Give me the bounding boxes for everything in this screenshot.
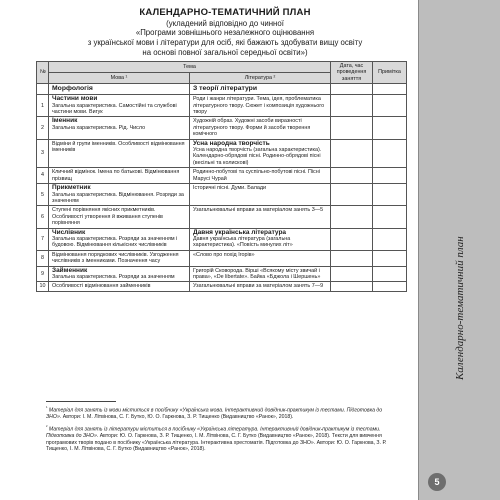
page-number: 5: [428, 473, 446, 491]
literature-cell: [190, 184, 331, 206]
table-row: [37, 184, 407, 206]
literature-topic-text: Родинно-побутові та суспільно-побутові пісні. Пісні Марусі Чурай: [193, 169, 320, 182]
table-row: [37, 139, 407, 168]
column-header-note: Примітка: [373, 62, 407, 84]
plan-header: [40, 8, 410, 58]
language-topic-title: Прикметник: [52, 184, 91, 192]
language-cell: [49, 168, 190, 184]
language-cell: [49, 95, 190, 117]
footnote-text: Автори: Ю. О. Гаркнова, З. Р. Тищенко, І. М. Літвінова, С. Г. Бутко (Видавництво «Ранок», 2018). Тексти для вивчення програмових творів подано в посібнику «Українська література. Інтерактивна хрестоматія. Підготовка до ЗНО». Автори: Ю. О. Гаркнова, З. Р. Тищенко, І. М. Літвінова, С. Г. Бутко (Видавництво «Ранок», 2018).: [46, 433, 387, 453]
footnote-lead: Матеріал для занять із літератури міститься в посібнику «Українська література. Інтерактивний довідник-практикум із тестами. Підготовка до ЗНО».: [46, 426, 381, 440]
literature-topic-text: Історичні пісні. Думи. Балади: [193, 185, 267, 192]
literature-topic-text: Роди і жанри літератури. Тема, ідея, проблематика літературного твору. Сюжет і композиція художнього твору: [193, 96, 325, 116]
literature-cell: [190, 95, 331, 117]
language-topic-text: Загальна характеристика. Розряди за значенням і будовою. Відмінювання кількісних числівників: [52, 235, 178, 249]
language-topic-title: Займенник: [52, 266, 88, 274]
language-cell: [49, 139, 190, 168]
language-topic-text: Ступені порівняння якісних прикметників. Особливості утворення й вживання ступенів порівняння: [52, 207, 163, 227]
language-topic-text: Відміни й групи іменників. Особливості відмінювання іменників: [52, 140, 185, 154]
footnote-2: [46, 424, 398, 453]
note-cell: [373, 282, 407, 291]
language-cell: [49, 282, 190, 291]
language-cell: [49, 266, 190, 282]
literature-cell: [190, 168, 331, 184]
language-topic-text: Кличний відмінок. Імена по батькові. Відмінювання прізвищ: [52, 169, 180, 182]
column-header-number: №: [37, 62, 49, 84]
subtitle-line-1: (укладений відповідно до чинної: [166, 18, 284, 28]
footnote-lead: Матеріал для занять із мови міститься в посібнику «Українська мова. Інтерактивний довідник-практикум із тестами. Підготовка до ЗНО».: [46, 407, 383, 421]
literature-section-title: Усна народна творчість: [193, 139, 270, 147]
date-cell: [331, 228, 373, 250]
literature-topic-text: «Слово про похід Ігорів»: [193, 251, 255, 258]
column-header-date: Дата, час проведення заняття: [331, 62, 373, 84]
row-number: 4: [37, 168, 49, 184]
table-row: [37, 250, 407, 266]
language-cell: [49, 184, 190, 206]
table-row: [37, 266, 407, 282]
date-cell: [331, 250, 373, 266]
language-topic-text: Загальна характеристика. Розряди за значенням: [52, 273, 175, 280]
row-number: 7: [37, 228, 49, 250]
language-cell: [49, 206, 190, 228]
footnotes: [46, 405, 398, 456]
literature-cell: [190, 282, 331, 291]
note-cell: [373, 117, 407, 139]
table-row: [37, 228, 407, 250]
language-topic-title: Частини мови: [52, 95, 98, 103]
column-header-literature: Література ²: [190, 73, 331, 84]
note-cell: [373, 228, 407, 250]
table-row: [37, 117, 407, 139]
language-cell: [49, 117, 190, 139]
date-cell: [331, 206, 373, 228]
date-cell: [331, 282, 373, 291]
note-cell: [373, 139, 407, 168]
literature-topic-text: Узагальнювальні вправи за матеріалом занять 3—5: [193, 207, 324, 214]
language-cell: [49, 228, 190, 250]
language-topic-title: Числівник: [52, 228, 86, 236]
date-cell: [331, 266, 373, 282]
column-header-topic: Тема: [49, 62, 331, 73]
footnote-mark: ¹: [46, 405, 48, 410]
footnote-mark: ²: [46, 423, 48, 429]
subtitle-line-2: «Програми зовнішнього незалежного оцінювання: [135, 28, 315, 38]
table-row: [37, 168, 407, 184]
language-topic-text: Відмінювання порядкових числівників. Узгодження числівників з іменниками. Позначення часу: [52, 251, 179, 265]
row-number: 6: [37, 206, 49, 228]
subtitle-line-4: на основі повної загальної середньої освіти»): [142, 47, 308, 57]
literature-topic-text: Художній образ. Художні засоби виразності літературного твору. Форми й засоби творення комічного: [193, 118, 311, 138]
literature-cell: [190, 250, 331, 266]
row-number: 8: [37, 250, 49, 266]
side-margin-border: [418, 0, 419, 500]
section-morphology: Морфологія: [52, 85, 93, 93]
column-header-language: Мова ¹: [49, 73, 190, 84]
row-number: 10: [37, 282, 49, 291]
note-cell: [373, 95, 407, 117]
section-row: [37, 84, 407, 95]
language-topic-text: Особливості відмінювання займенників: [52, 283, 151, 290]
literature-cell: [190, 228, 331, 250]
row-number: 2: [37, 117, 49, 139]
row-number: 9: [37, 266, 49, 282]
table-row: [37, 282, 407, 291]
literature-topic-text: Давня українська література (загальна характеристика). «Повість минулих літ»: [193, 235, 293, 249]
literature-cell: [190, 117, 331, 139]
note-cell: [373, 206, 407, 228]
running-head-vertical: Календарно-тематичний план: [454, 236, 466, 380]
footnote-text: Автори: І. М. Літвінова, С. Г. Бутко, Ю. О. Гаркнова, З. Р. Тищенко (Видавництво «Ранок», 2018).: [61, 414, 294, 421]
date-cell: [331, 95, 373, 117]
language-cell: [49, 250, 190, 266]
language-topic-text: Загальна характеристика. Рід. Число: [52, 124, 146, 131]
subtitle-line-3: з української мови і літератури для осіб, які бажають здобувати вищу освіту: [87, 38, 363, 48]
date-cell: [331, 139, 373, 168]
literature-topic-text: Григорій Сковорода. Вірші «Всякому місту звичай і права», «De libertate». Байка «Бджола і Шершень»: [193, 267, 321, 280]
date-cell: [331, 168, 373, 184]
row-number: 1: [37, 95, 49, 117]
table-row: [37, 95, 407, 117]
note-cell: [373, 266, 407, 282]
language-topic-text: Загальна характеристика. Відмінювання. Розряди за значенням: [52, 191, 184, 204]
date-cell: [331, 184, 373, 206]
literature-cell: [190, 139, 331, 168]
page-title: КАЛЕНДАРНО-ТЕМАТИЧНИЙ ПЛАН: [139, 7, 311, 18]
literature-cell: [190, 206, 331, 228]
note-cell: [373, 184, 407, 206]
plan-table: [36, 61, 407, 292]
footnote-divider: [46, 401, 116, 402]
language-topic-title: Іменник: [52, 117, 78, 125]
literature-section-title: Давня українська література: [193, 228, 287, 236]
literature-topic-text: Узагальнювальні вправи за матеріалом занять 7—9: [193, 283, 324, 290]
literature-cell: [190, 266, 331, 282]
note-cell: [373, 250, 407, 266]
footnote-1: [46, 405, 398, 421]
row-number: 3: [37, 139, 49, 168]
section-lit-theory: З теорії літератури: [193, 85, 258, 93]
note-cell: [373, 168, 407, 184]
table-row: [37, 206, 407, 228]
language-topic-text: Загальна характеристика. Самостійні та службові частини мови. Вигук: [52, 102, 177, 116]
row-number: 5: [37, 184, 49, 206]
literature-topic-text: Усна народна творчість (загальна характеристика). Календарно-обрядові пісні. Родинно-обрядові пісні (весільні та колискові): [193, 147, 322, 166]
date-cell: [331, 117, 373, 139]
